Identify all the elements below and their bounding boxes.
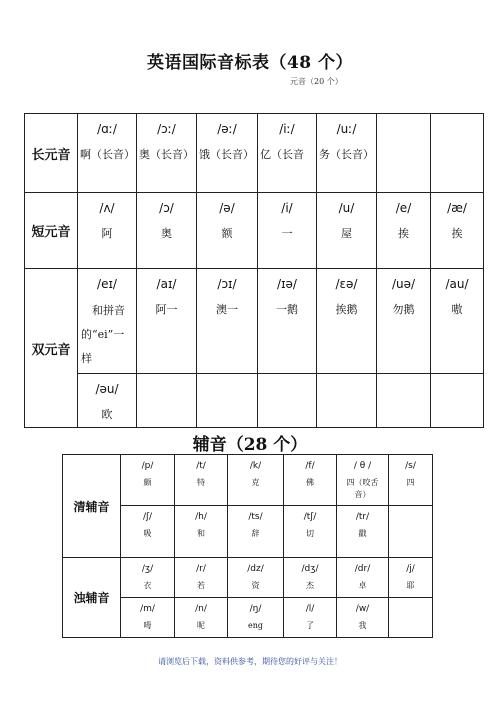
row-label: 短元音 <box>25 193 78 269</box>
empty-cell <box>389 598 433 638</box>
vowel-cell: /ɛə/ 挨鹅 <box>317 269 377 374</box>
consonant-cell: /p/ 颇 <box>121 455 175 506</box>
consonant-cell: /t/ 特 <box>175 455 228 506</box>
empty-cell <box>389 506 433 558</box>
empty-cell <box>431 114 484 193</box>
empty-cell <box>317 374 377 428</box>
voiceless-row-1 <box>63 455 433 506</box>
page-title: 英语国际音标表（48 个） <box>146 53 354 73</box>
consonant-cell: /n/ 呢 <box>175 598 228 638</box>
vowel-table <box>24 113 484 428</box>
consonant-cell: /ʒ/ 衣 <box>121 558 175 598</box>
empty-cell <box>258 374 317 428</box>
empty-cell <box>137 374 197 428</box>
vowel-cell: /æ/ 挨 <box>431 193 484 269</box>
vowel-cell: /i/ 一 <box>258 193 317 269</box>
consonant-cell: /h/ 和 <box>175 506 228 558</box>
consonant-cell: /l/ 了 <box>284 598 337 638</box>
vowel-cell: /iː/ 亿（长音 <box>258 114 317 193</box>
vowel-cell: /uː/ 务（长音） <box>317 114 377 193</box>
short-vowel-row <box>25 193 484 269</box>
consonant-cell: /dr/ 卓 <box>337 558 389 598</box>
consonant-title: 辅音（28 个） <box>192 435 308 455</box>
consonant-cell: / θ / 四（咬舌 音） <box>337 455 389 506</box>
consonant-cell: /ʃ/ 吸 <box>121 506 175 558</box>
consonant-cell: /f/ 佛 <box>284 455 337 506</box>
consonant-cell: /tʃ/ 切 <box>284 506 337 558</box>
diphthong-row-2 <box>25 374 484 428</box>
voiced-row-1 <box>63 558 433 598</box>
diphthong-row <box>25 269 484 374</box>
vowel-cell: /ɑː/ 啊（长音） <box>78 114 137 193</box>
consonant-cell: /r/ 若 <box>175 558 228 598</box>
vowel-cell: /ɪə/ 一鹅 <box>258 269 317 374</box>
row-label: 双元音 <box>25 269 78 428</box>
consonant-cell: /ŋ/ eng <box>228 598 284 638</box>
row-label: 清辅音 <box>63 455 121 558</box>
consonant-cell: /tr/ 戳 <box>337 506 389 558</box>
vowel-cell: /aɪ/ 阿一 <box>137 269 197 374</box>
vowel-cell: /əu/ 欧 <box>78 374 137 428</box>
vowel-cell: /ʌ/ 阿 <box>78 193 137 269</box>
row-label: 长元音 <box>25 114 78 193</box>
consonant-cell: /s/ 四 <box>389 455 433 506</box>
vowel-subtitle: 元音（20 个） <box>290 77 343 86</box>
consonant-cell: /k/ 克 <box>228 455 284 506</box>
footer-note: 请浏览后下载，资料供参考，期待您的好评与关注！ <box>158 657 342 666</box>
vowel-cell: /ə/ 额 <box>197 193 258 269</box>
vowel-cell: /au/ 嗷 <box>431 269 484 374</box>
vowel-cell: /eɪ/ 和拼音 的“ei”一 样 <box>78 269 137 374</box>
consonant-cell: /ts/ 辞 <box>228 506 284 558</box>
vowel-cell: /e/ 挨 <box>377 193 431 269</box>
vowel-cell: /ɔɪ/ 澳一 <box>197 269 258 374</box>
empty-cell <box>377 374 431 428</box>
empty-cell <box>431 374 484 428</box>
long-vowel-row <box>25 114 484 193</box>
row-label: 浊辅音 <box>63 558 121 638</box>
empty-cell <box>377 114 431 193</box>
consonant-cell: /w/ 我 <box>337 598 389 638</box>
vowel-cell: /ɔ/ 奥 <box>137 193 197 269</box>
consonant-cell: /m/ 呣 <box>121 598 175 638</box>
consonant-cell: /dʒ/ 杰 <box>284 558 337 598</box>
empty-cell <box>197 374 258 428</box>
vowel-cell: /əː/ 饿（长音） <box>197 114 258 193</box>
consonant-cell: /dz/ 资 <box>228 558 284 598</box>
consonant-cell: /j/ 耶 <box>389 558 433 598</box>
vowel-cell: /uə/ 勿鹅 <box>377 269 431 374</box>
vowel-cell: /u/ 屋 <box>317 193 377 269</box>
vowel-cell: /ɔː/ 奥（长音） <box>137 114 197 193</box>
consonant-table <box>62 454 433 638</box>
